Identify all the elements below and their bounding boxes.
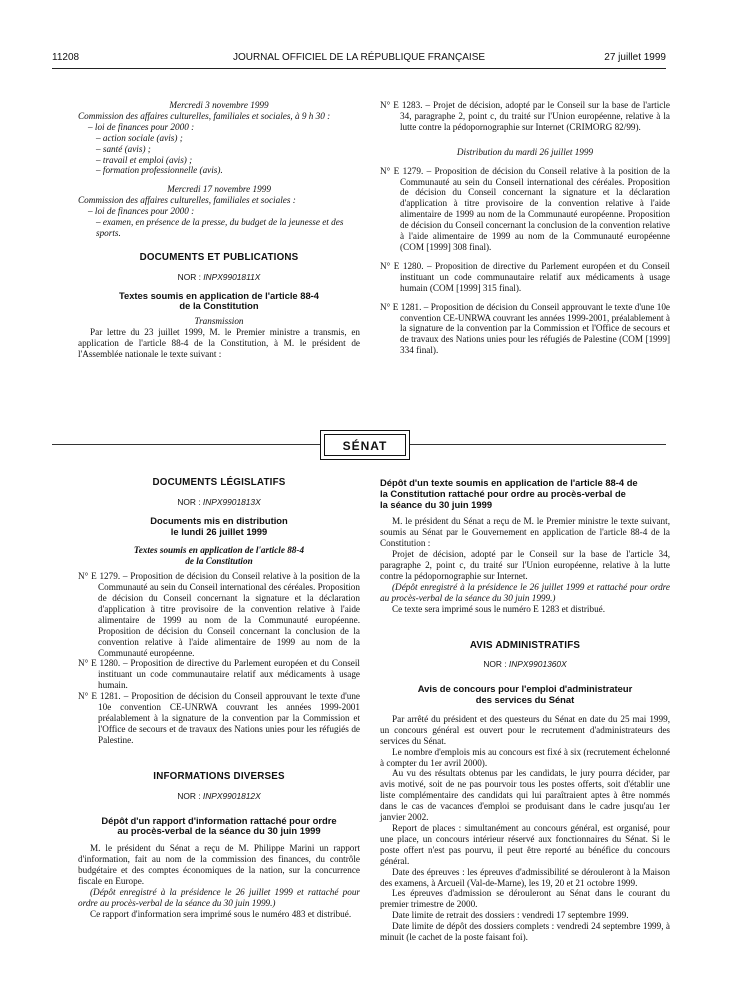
rapport-print-note: Ce rapport d'information sera imprimé sous le numéro 483 et distribué. [90, 908, 352, 919]
section-title-documents-publications: DOCUMENTS ET PUBLICATIONS [139, 251, 299, 263]
depot-title-line-3: la séance du 30 juin 1999 [380, 498, 493, 510]
depot-registration-note: (Dépôt enregistré à la présidence le 26 juillet 1999 et rattaché pour ordre au procès-verbal de la séance du 30 juin 1999.) [380, 581, 670, 603]
avis-paragraph: Le nombre d'emplois mis au concours est fixé à six (recrutement échelonné à compter du 1er avril 2000). [380, 746, 670, 768]
commission-1-item: – formation professionnelle (avis). [96, 165, 223, 176]
nor-reference: NOR : INPX9901812X [177, 790, 261, 801]
top-right-column [380, 100, 670, 356]
issue-date: 27 juillet 1999 [604, 52, 666, 63]
commission-1: Commission des affaires culturelles, familiales et sociales, à 9 h 30 : [78, 110, 331, 121]
commission-2-item: – examen, en présence de la presse, du budget de la jeunesse et des sports. [96, 217, 344, 238]
entry-e1280: N° E 1280. – Proposition de directive du Parlement européen et du Conseil instituant un code communautaire relatif aux médicaments à usage humain. [78, 658, 360, 691]
section-title-informations-diverses: INFORMATIONS DIVERSES [153, 770, 285, 782]
top-left-column [78, 100, 360, 360]
entry-e1279: N° E 1279. – Proposition de décision du Conseil relative à la position de la Communauté au sein du Conseil international des céréales. Proposition de décision du Conseil concernant la signature et la déclaration d'application à titre provisoire de la convention relative à l'aide alimentaire de 1999 au nom de la Communauté européenne. Proposition de décision du Conseil concernant la conclusion de la convention relative à l'aide alimentaire de 1999 au nom de la Communauté européenne. [78, 571, 360, 658]
avis-paragraph: Date limite de retrait des dossiers : vendredi 17 septembre 1999. [392, 910, 629, 921]
transmission-label: Transmission [194, 316, 244, 327]
subtitle-distribution-line-1: Documents mis en distribution [150, 514, 288, 526]
nor-reference: NOR : INPX9901813X [177, 496, 261, 507]
avis-paragraph: Date limite de dépôt des dossiers complets : vendredi 24 septembre 1999, à minuit (le cachet de la poste faisant foi). [380, 921, 670, 943]
avis-title-line-1: Avis de concours pour l'emploi d'administrateur [417, 683, 633, 695]
entry-e1279: N° E 1279. – Proposition de décision du Conseil relative à la position de la Communauté au sein du Conseil international des céréales. Proposition de décision du Conseil concernant la signature et la déclaration d'application à titre provisoire de la convention relative à l'aide alimentaire de 1999 au nom de la Communauté européenne. Proposition de décision du Conseil concernant la conclusion de la convention relative à l'aide alimentaire de 1999 au nom de la Communauté européenne (COM [1999] 308 final). [380, 165, 670, 252]
subtitle-article-line-1: Textes soumis en application de l'article 88-4 [133, 545, 305, 556]
rapport-paragraph: M. le président du Sénat a reçu de M. Philippe Marini un rapport d'information, fait au nom de la commission des finances, du contrôle budgétaire et des comptes économiques de la nation, sur la concurrence fiscale en Europe. [78, 843, 360, 886]
senat-label: SÉNAT [324, 434, 406, 456]
avis-title-line-2: des services du Sénat [475, 694, 575, 706]
depot-project-text: Projet de décision, adopté par le Conseil sur la base de l'article 34, paragraphe 2, point c, du traité sur l'Union européenne, relative à la lutte contre la pédopornographie sur Internet. [380, 549, 670, 581]
bottom-right-column [380, 478, 670, 943]
date-heading-1: Mercredi 3 novembre 1999 [169, 100, 269, 110]
subtitle-rapport-line-2: au procès-verbal de la séance du 30 juin 1999 [117, 825, 321, 837]
depot-title-line-1: Dépôt d'un texte soumis en application de l'article 88-4 de [380, 477, 638, 488]
section-title-avis-administratifs: AVIS ADMINISTRATIFS [469, 639, 581, 651]
rapport-registration-note: (Dépôt enregistré à la présidence le 26 juillet 1999 et rattaché pour ordre au procès-verbal de la séance du 30 juin 1999.) [78, 886, 360, 908]
date-heading-2: Mercredi 17 novembre 1999 [167, 184, 271, 195]
avis-paragraph: Report de places : simultanément au concours général, est organisé, pour une place, un concours intérieur réservé aux fonctionnaires du Sénat. Si le poste offert n'est pas pourvu, il peut être reporté au bénéfice du concours général. [380, 823, 670, 866]
subtitle-rapport-line-1: Dépôt d'un rapport d'information rattaché pour ordre [101, 814, 337, 826]
nor-reference: NOR : INPX9901360X [483, 659, 567, 670]
section-title-documents-legislatifs: DOCUMENTS LÉGISLATIFS [152, 477, 286, 488]
avis-paragraph: Par arrêté du président et des questeurs du Sénat en date du 25 mai 1999, un concours général est ouvert pour le recrutement d'administrateurs des services du Sénat. [380, 713, 670, 746]
subtitle-article-line-2: de la Constitution [185, 556, 253, 567]
entry-e1283: N° E 1283. – Projet de décision, adopté par le Conseil sur la base de l'article 34, paragraphe 2, point c, du traité sur l'Union européenne, relative à la lutte contre la pédopornographie sur Internet (CRIMORG 82/99). [380, 100, 670, 132]
commission-2: Commission des affaires culturelles, familiales et sociales : [78, 195, 296, 206]
commission-2-item: – loi de finances pour 2000 : [88, 206, 195, 217]
avis-paragraph: Au vu des résultats obtenus par les candidats, le jury pourra décider, par avis motivé, soit de ne pas pourvoir tous les postes offerts, soit d'établir une liste complémentaire des candidats qui lui paraîtraient aptes à être nommés dans le cas de vacances d'emploi se produisant dans le cadre jusqu'au 1er janvier 2002. [380, 768, 670, 823]
entry-e1281: N° E 1281. – Proposition de décision du Conseil approuvant le texte d'une 10e convention CE-UNRWA couvrant les années 1999-2001 préalablement à la signature de la convention par la Commission et l'Office de secours et de travaux des Nations unies pour les réfugiés de Palestine. [78, 691, 360, 745]
depot-title-line-2: la Constitution rattaché pour ordre au procès-verbal de [380, 487, 626, 499]
transmission-paragraph: Par lettre du 23 juillet 1999, M. le Premier ministre a transmis, en application de l'article 88-4 de la Constitution, à M. le président de l'Assemblée nationale le texte suivant : [78, 327, 360, 359]
subtitle-distribution-line-2: le lundi 26 juillet 1999 [170, 525, 268, 537]
commission-1-item: – travail et emploi (avis) ; [96, 154, 193, 165]
journal-title: JOURNAL OFFICIEL DE LA RÉPUBLIQUE FRANÇAISE [232, 52, 486, 63]
entry-e1280: N° E 1280. – Proposition de directive du Parlement européen et du Conseil instituant un code communautaire relatif aux médicaments à usage humain (COM [1999] 315 final). [380, 260, 670, 293]
subtitle-article-88-4: Textes soumis en application de l'article 88-4 de la Constitution [118, 289, 320, 312]
avis-paragraph: Les épreuves d'admission se dérouleront au Sénat dans le courant du premier trimestre de 2000. [380, 888, 670, 910]
commission-1-item: – loi de finances pour 2000 : [88, 121, 195, 132]
nor-reference: NOR : INPX9901811X [177, 271, 261, 282]
page-number: 11208 [52, 52, 80, 63]
depot-paragraph: M. le président du Sénat a reçu de M. le Premier ministre le texte suivant, soumis au Sénat par le Gouvernement en application de l'article 88-4 de la Constitution : [380, 516, 670, 549]
depot-print-note: Ce texte sera imprimé sous le numéro E 1283 et distribué. [392, 603, 606, 614]
commission-1-item: – santé (avis) ; [96, 143, 151, 154]
avis-paragraph: Date des épreuves : les épreuves d'admissibilité se dérouleront à la Maison des examens, à Arcueil (Val-de-Marne), les 19, 20 et 21 octobre 1999. [380, 866, 670, 888]
entry-e1281: N° E 1281. – Proposition de décision du Conseil approuvant le texte d'une 10e convention CE-UNRWA couvrant les années 1999-2001, préalablement à la signature de la convention par la Commission et l'Office de secours et de travaux des Nations unies pour les réfugiés de Palestine (COM [1999] 334 final). [380, 301, 670, 356]
bottom-left-column [78, 478, 360, 919]
distribution-heading: Distribution du mardi 26 juillet 1999 [456, 146, 594, 157]
commission-1-item: – action sociale (avis) ; [96, 132, 183, 143]
page-header [52, 52, 666, 68]
header-rule [52, 68, 666, 69]
senat-banner [320, 430, 410, 460]
